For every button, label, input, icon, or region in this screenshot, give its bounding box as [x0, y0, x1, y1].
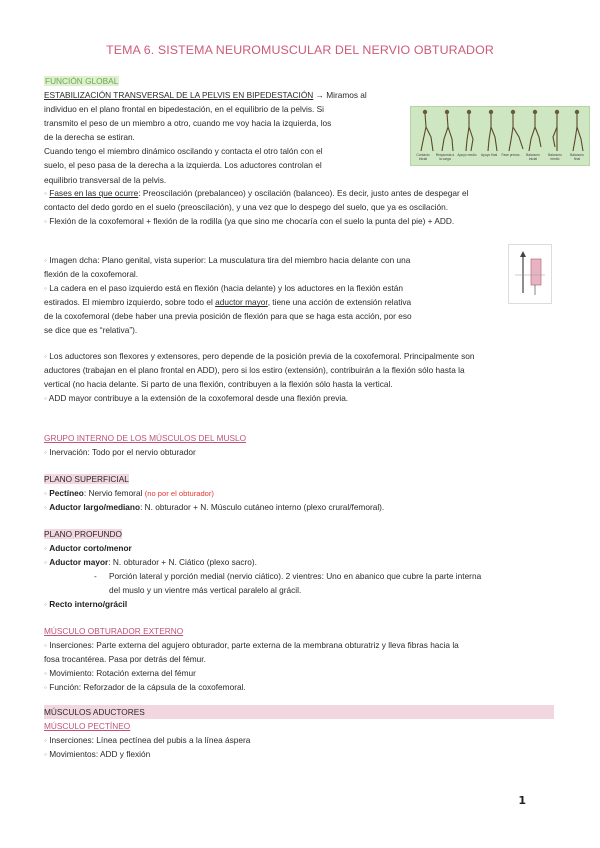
page-title: TEMA 6. SISTEMA NEUROMUSCULAR DEL NERVIO OBTURADOR: [106, 43, 494, 57]
recto-interno-item: ◦ Recto interno/grácil: [44, 599, 128, 609]
gait-cycle-image: [410, 106, 590, 166]
page-number: 1: [518, 794, 526, 807]
aductor-largo-item: ◦ Aductor largo/mediano: N. obturador + N. Músculo cutáneo interno (plexo crural/femoral).: [44, 502, 385, 512]
section-heading-plano-profundo: PLANO PROFUNDO: [44, 529, 122, 539]
obturador-externo-list: ◦ Inserciones: Parte externa del agujero obturador, parte externa de la membrana obturatriz y lleva fibras hacia la fosa trocantérea. Pasa por detrás del fémur. ◦ Movimiento: Rotación externa del fémur ◦ Función: Reforzador de la cápsula de la coxofemoral.: [44, 640, 459, 693]
pectineo-inserciones-item: ◦ Inserciones: Línea pectínea del pubis a la línea áspera: [44, 735, 251, 745]
plano-genital-diagram: [508, 244, 552, 304]
aductor-corto-item: ◦ Aductor corto/menor: [44, 543, 132, 553]
aductores-paragraph: ◦ Los aductores son flexores y extensores, pero depende de la posición previa de la coxofemoral. Principalmente son aductores (trabajan en el plano frontal en ADD), pero si los estiro (extensión), contribuirán a la flexión sólo hasta la vertical (no hacia delante. Si parto de una flexión, contribuyen a la flexión sólo hasta la vertical. ◦ ADD mayor contribuye a la extensión de la coxofemoral desde una flexión previa.: [44, 351, 475, 404]
funcion-global-paragraph: ESTABILIZACIÓN TRANSVERSAL DE LA PELVIS EN BIPEDESTACIÓN → Miramos al individuo en el plano frontal en bipedestación, en el equilibrio de la pelvis. Si transmito el peso de un miembro a otro, cuando me voy hacia la izquierda, los de la derecha se estiran. Cuando tengo el miembro dinámico oscilando y contacta el otro talón con el suelo, el peso pasa de la derecha a la izquierda. Los aductores controlan el equilibrio transversal de la pelvis.: [44, 90, 367, 185]
section-heading-plano-superficial: PLANO SUPERFICIAL: [44, 474, 129, 484]
pectineo-movimientos-item: ◦ Movimientos: ADD y flexión: [44, 749, 151, 759]
fases-paragraph: ◦ Fases en las que ocurre: Preoscilación (prebalanceo) y oscilación (balanceo). Es decir, justo antes de despegar el contacto del dedo gordo en el suelo (preoscilación), y una vez que lo despego del suelo, que ya es oscilación. ◦ Flexión de la coxofemoral + flexión de la rodilla (ya que sino me chocaría con el suelo la punta del pie) + ADD.: [44, 188, 469, 227]
section-heading-musculos-aductores: MÚSCULOS ADUCTORES: [44, 705, 554, 719]
gait-labels: Contacto inicial Respuesta a la carga Apoyo medio Apoyo final Fase preosc. Balanceo inicial Balanceo medio Balanceo final: [416, 153, 584, 161]
arrow-diagram-icon: [509, 245, 551, 303]
section-heading-obturador-externo: MÚSCULO OBTURADOR EXTERNO: [44, 626, 184, 636]
imagen-dcha-paragraph: ◦ Imagen dcha: Plano genital, vista superior: La musculatura tira del miembro hacia delante con una flexión de la coxofemoral. ◦ La cadera en el paso izquierdo está en flexión (hacia delante) y los aductores en la flexión están estirados. El miembro izquierdo, sobre todo el aductor mayor, tiene una acción de extensión relativa de la coxofemoral (debe haber una previa posición de flexión para que se haga esta acción, por eso se dice que es “relativa”).: [44, 255, 412, 336]
pectineo-item: ◦ Pectíneo: Nervio femoral (no por el obturador): [44, 488, 214, 498]
subheading-musculo-pectineo: MÚSCULO PECTÍNEO: [44, 721, 131, 731]
inervacion-item: ◦ Inervación: Todo por el nervio obturador: [44, 447, 196, 457]
aductor-mayor-item: ◦ Aductor mayor: N. obturador + N. Ciático (plexo sacro).: [44, 557, 257, 567]
porcion-subitem: - Porción lateral y porción medial (nervio ciático). 2 vientres: Uno en abanico que cubre la parte interna del muslo y un vientre más vertical paralelo al grácil.: [94, 571, 482, 596]
section-heading-grupo-interno: GRUPO INTERNO DE LOS MÚSCULOS DEL MUSLO: [44, 433, 247, 443]
section-heading-funcion-global: FUNCIÓN GLOBAL: [45, 76, 119, 86]
aductor-mayor-link: aductor mayor: [215, 297, 268, 308]
